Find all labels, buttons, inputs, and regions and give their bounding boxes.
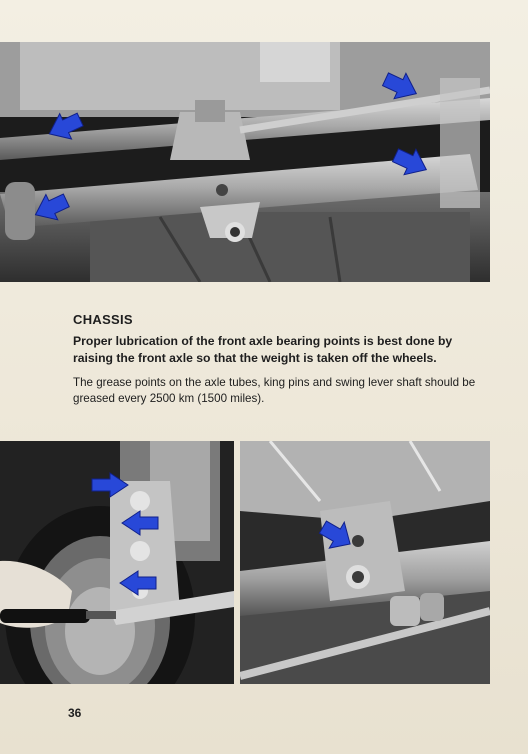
swing-lever-photo bbox=[240, 441, 490, 684]
chassis-section bbox=[73, 312, 493, 407]
section-body-paragraph: The grease points on the axle tubes, king pins and swing lever shaft should be greased every 2500 km (1500 miles). bbox=[73, 376, 476, 405]
section-heading: CHASSIS bbox=[73, 312, 133, 327]
page-number: 36 bbox=[68, 706, 82, 720]
section-lead-paragraph: Proper lubrication of the front axle bearing points is best done by raising the front axle so that the weight is taken off the wheels. bbox=[73, 334, 453, 365]
axle-tubes-photo bbox=[0, 42, 490, 282]
king-pin-photo bbox=[0, 441, 234, 684]
